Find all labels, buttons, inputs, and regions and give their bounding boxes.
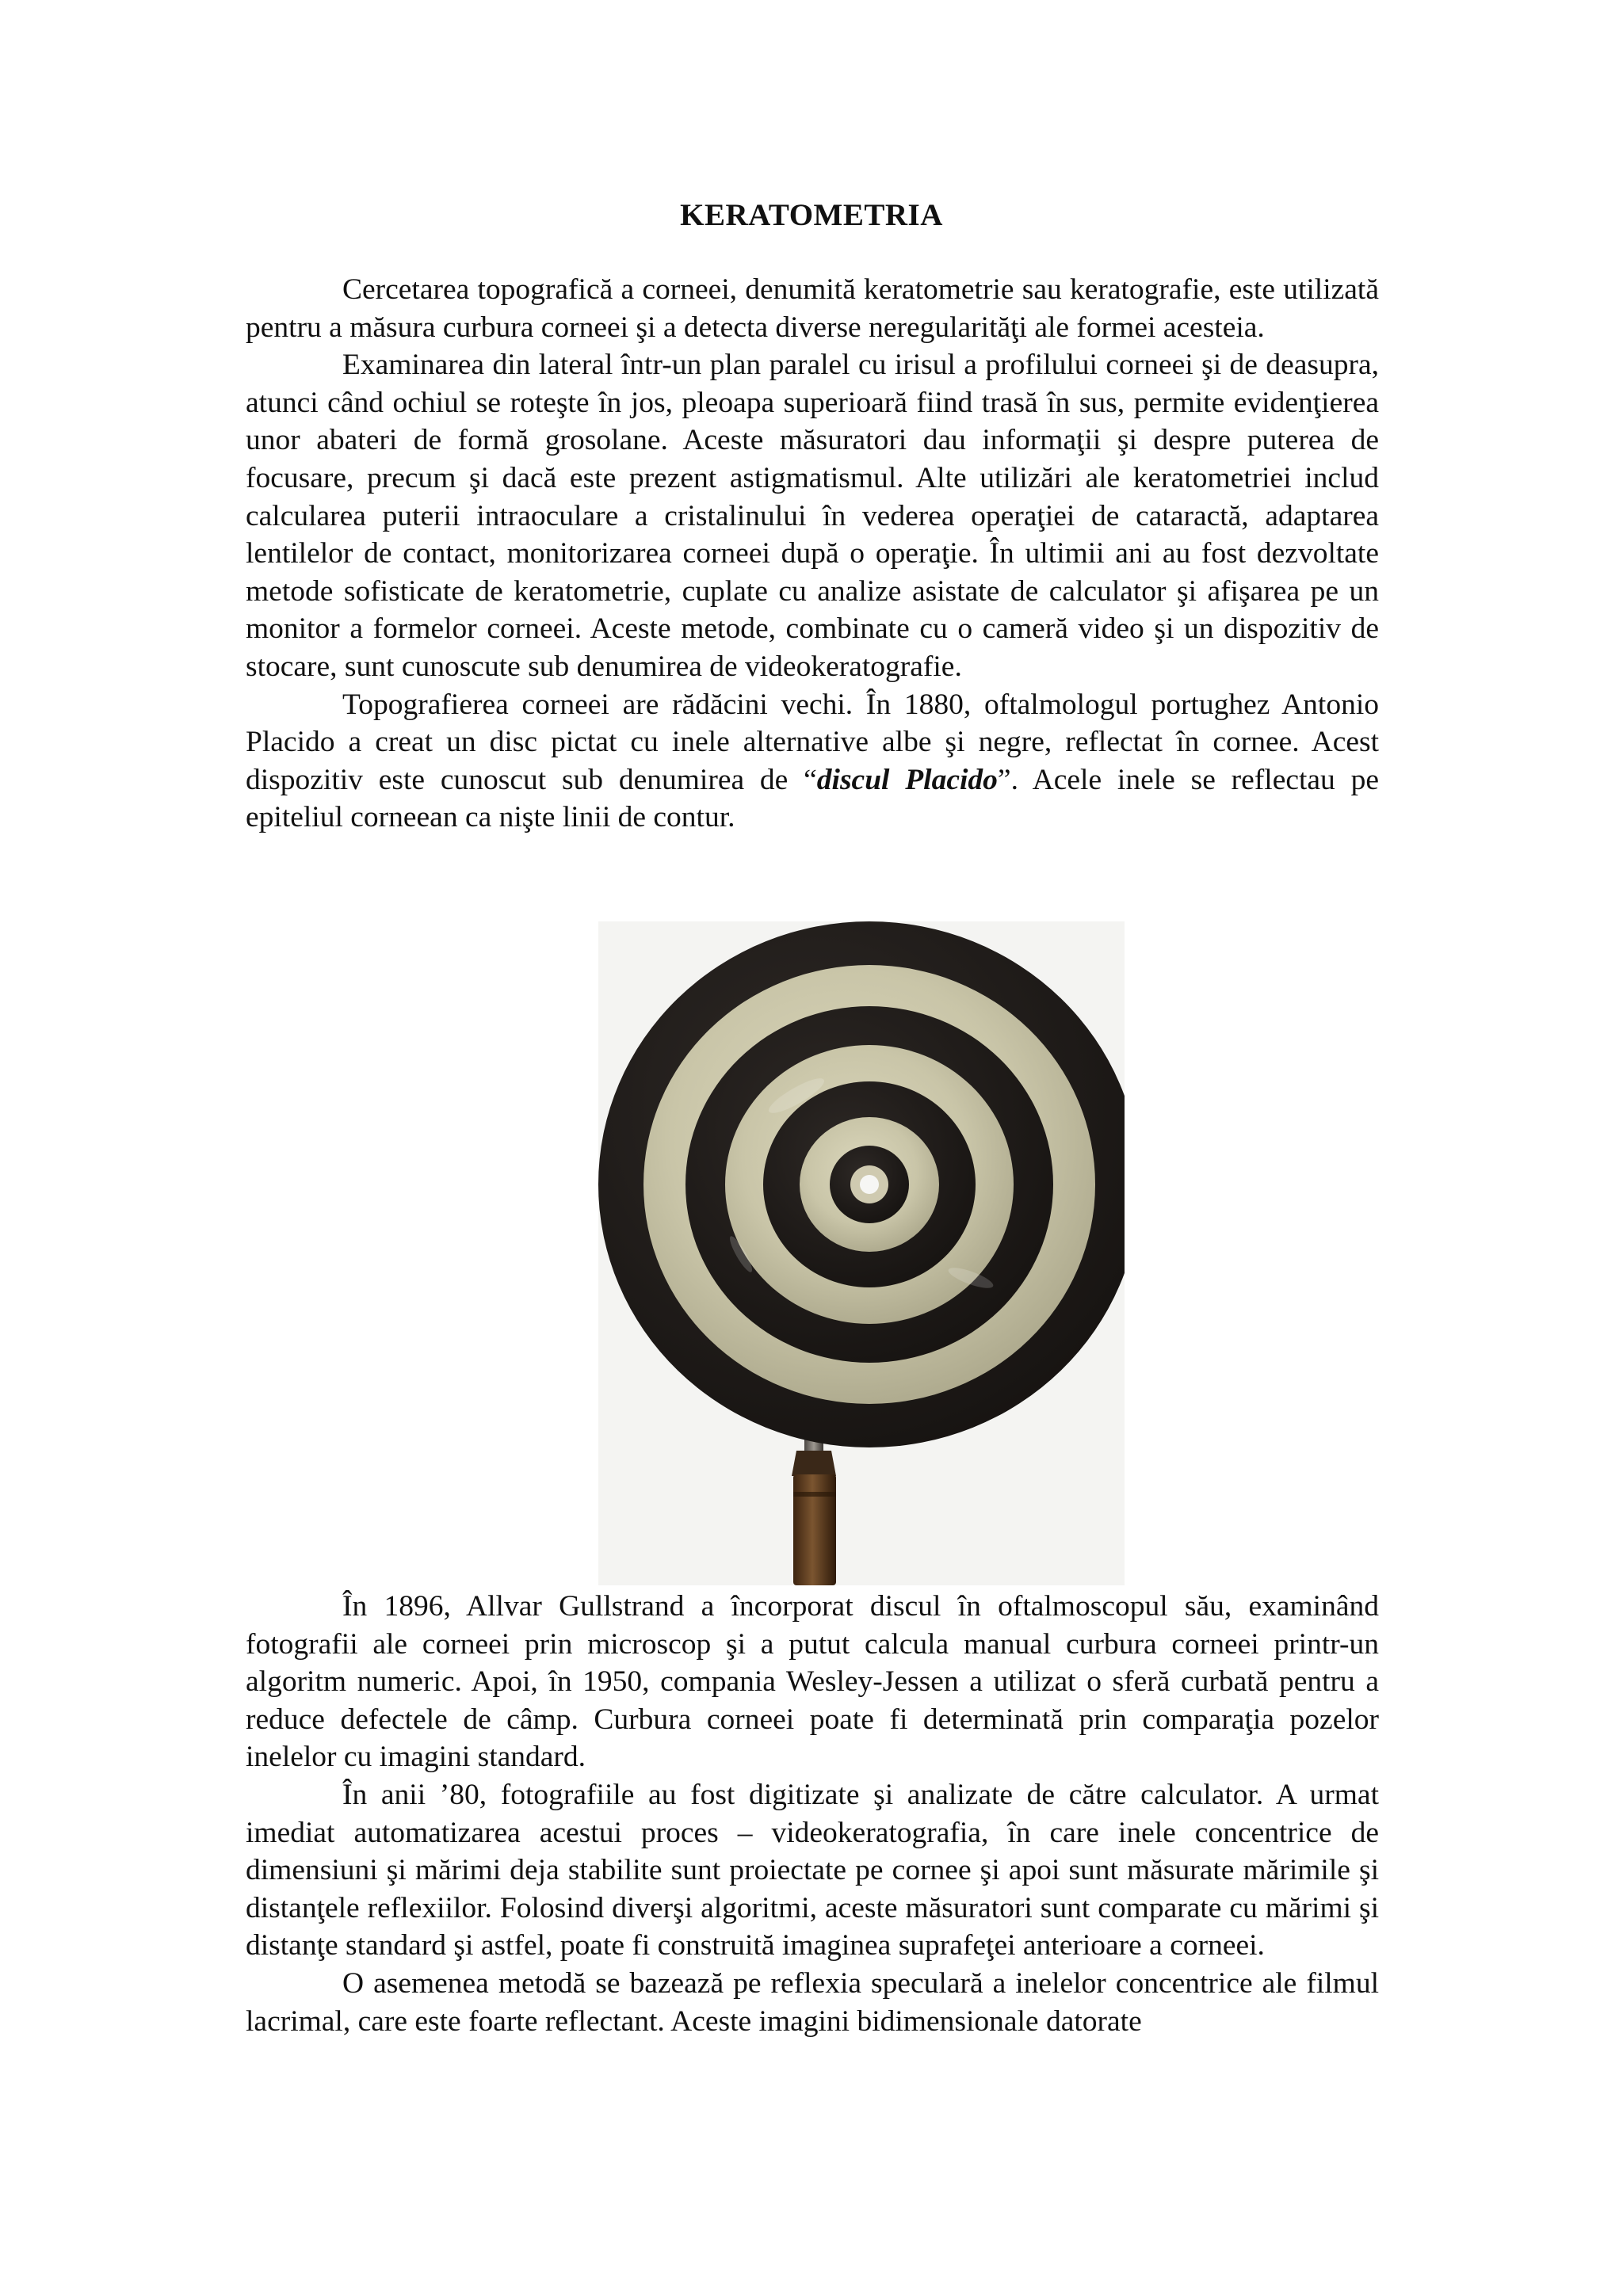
paragraph-intro: Cercetarea topografică a corneei, denumită keratometrie sau keratografie, este utilizată pentru a măsura curbura corneei şi a detecta diverse neregularităţi ale formei acesteia. (246, 273, 1379, 344)
handle-band (793, 1492, 836, 1497)
paragraph-digitization: În anii ’80, fotografiile au fost digitizate şi analizate de către calculator. A urmat imediat automatizarea acestui proces – videokeratografia, în care inele concentrice de dimensiuni şi mărimi deja stabilite sunt proiectate pe cornee şi apoi sunt măsurate mărimile şi distanţele reflexiilor. Folosind diverşi algoritmi, aceste măsuratori sunt comparate cu mărimi şi distanţe standard şi astfel, poate fi construită imaginea suprafeţei anterioare a corneei. (246, 1778, 1379, 1962)
center-aperture (860, 1175, 879, 1194)
placido-rings (598, 921, 1125, 1447)
body-text-before-figure (246, 271, 1379, 837)
paragraph-examination: Examinarea din lateral într-un plan paralel cu irisul a profilului corneei şi de deasupra, atunci când ochiul se roteşte în jos, pleoapa superioară fiind trasă în sus, permite evidenţierea unor abateri de formă grosolane. Aceste măsuratori dau informaţii şi despre puterea de focusare, precum şi dacă este prezent astigmatismul. Alte utilizări ale keratometriei includ calcularea puterii intraoculare a cristalinului în vederea operaţiei de cataractă, adaptarea lentilelor de contact, monitorizarea corneei după o operaţie. În ultimii ani au fost dezvoltate metode sofisticate de keratometrie, cuplate cu analize asistate de calculator şi afişarea pe un monitor a formelor corneei. Aceste metode, combinate cu o cameră video şi un dispozitiv de stocare, sunt cunoscute sub denumirea de videokeratografie. (246, 349, 1379, 683)
placido-disc-image (598, 921, 1125, 1585)
placido-disc-term: discul Placido (816, 763, 998, 796)
paragraph-gullstrand: În 1896, Allvar Gullstrand a încorporat discul în oftalmoscopul său, examinând fotografii ale corneei prin microscop şi a putut calcula manual curbura corneei printr-un algoritm numeric. Apoi, în 1950, compania Wesley-Jessen a utilizat o sferă curbată pentru a reduce defectele de câmp. Curbura corneei poate fi determinată prin comparaţia pozelor inelelor cu imagini standard. (246, 1590, 1379, 1774)
paragraph-placido-history (246, 686, 1379, 837)
handle-grip (793, 1474, 836, 1585)
placido-disc-figure (598, 921, 1125, 1585)
paragraph-specular-reflection: O asemenea metodă se bazează pe reflexia speculară a inelelor concentrice ale filmul lacrimal, care este foarte reflectant. Aceste imagini bidimensionale datorate (246, 1966, 1379, 2038)
handle-collar (792, 1451, 836, 1476)
document-title: KERATOMETRIA (680, 198, 943, 232)
placido-text-before: Topografierea corneei are rădăcini vechi. În 1880, oftalmologul portughez Antonio Placido a creat un disc pictat cu inele alternative albe şi negre, reflectat în cornee. Acest dispozitiv este cunoscut sub denumirea de “ (246, 688, 1379, 796)
placido-text-after: ”. Acele inele se reflectau pe epiteliul corneean ca nişte linii de contur. (246, 763, 1380, 834)
body-text-after-figure (246, 1588, 1379, 2040)
